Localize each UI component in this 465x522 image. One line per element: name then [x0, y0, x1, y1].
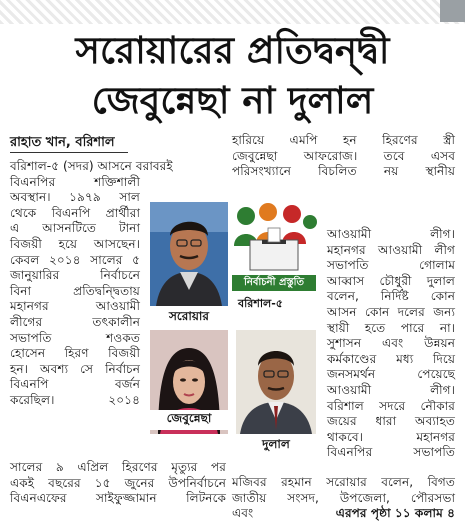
- col3-line: বিএনপির সভাপতি: [327, 445, 455, 460]
- col1-line: অবস্থান। ১৯৭৯ সাল: [10, 190, 140, 205]
- column-1-wide: [10, 460, 226, 507]
- col3-line: বলেন, নির্দিষ্ট কোন: [327, 289, 455, 304]
- photo-sarowar: [150, 202, 228, 306]
- portrait-sarowar: [150, 202, 228, 306]
- col1-line: কেবল ২০১৪ সালের ৫: [10, 252, 140, 267]
- col3-line: জনসমর্থন পেয়েছে: [327, 367, 455, 382]
- col1-wide-line: একই বছরের ১৫ জুনের উপনির্বাচনে: [10, 475, 226, 490]
- col3-line: জয়ের ধারা অব্যাহত: [327, 414, 455, 429]
- col2-line: জেবুন্নেছা আফরোজ। তবে এসব: [232, 148, 455, 163]
- column-2-top: [232, 133, 455, 180]
- byline-rule: [10, 152, 128, 153]
- logo-place: বরিশাল-৫: [238, 297, 283, 310]
- column-3-wide: [232, 475, 455, 522]
- caption-dulal: দুলাল: [262, 437, 290, 451]
- column-3: [327, 227, 455, 461]
- caption-sarowar: সরোয়ার: [169, 309, 209, 323]
- col2-line: পরিসংখ্যানে বিচলিত নয় স্থানীয়: [232, 164, 455, 179]
- col1-line: করেছিল। ২০১৪: [10, 392, 140, 407]
- col3-line: সুশাসন এবং উন্নয়ন: [327, 336, 455, 351]
- col1-line: হন। অবশ্য সে নির্বাচন: [10, 361, 140, 376]
- col1-line: জানুয়ারির নির্বাচনে: [10, 268, 140, 283]
- col1-line: বিএনপি বর্জন: [10, 377, 140, 392]
- caption-jebunnesa: জেবুন্নেছা: [150, 410, 228, 430]
- col1-line: থেকে বিএনপি প্রার্থীরা: [10, 205, 140, 220]
- col1-line: লীগের তৎকালীন: [10, 314, 140, 329]
- byline: রাহাত খান, বরিশাল: [10, 135, 115, 150]
- final-line: [232, 506, 455, 522]
- headline-line-1: সরোয়ারের প্রতিদ্বন্দ্বী: [75, 29, 390, 72]
- col1-line: এ আসনটিতে টানা: [10, 221, 140, 236]
- col1-line: বিজয়ী হয়ে আসছেন।: [10, 236, 140, 251]
- top-texture-band: [0, 0, 465, 24]
- col3-line: মহানগর আওয়ামী লীগ: [327, 242, 455, 257]
- col3-line: থাকবে। মহানগর: [327, 429, 455, 444]
- col3-wide-line: মজিবর রহমান সরোয়ার বলেন, বিগত: [232, 475, 455, 489]
- ballot-box-icon: [230, 200, 320, 275]
- col1-line: বরিশাল-৫ (সদর) আসনে বরাবরই: [10, 159, 173, 173]
- election-prep-logo: [230, 200, 320, 308]
- col3-wide-line: জাতীয় সংসদ, উপজেলা, পৌরসভা: [232, 490, 455, 505]
- col3-line: কর্মকাণ্ডের মধ্য দিয়ে: [327, 351, 455, 366]
- final-word: এবং: [232, 506, 254, 521]
- col3-line: আওয়ামী লীগ।: [327, 382, 455, 397]
- logo-label: নির্বাচনী প্রস্তুতি: [232, 275, 316, 291]
- col1-wide-line: বিএনএফের সাইফুজ্জামান লিটনকে: [10, 491, 226, 506]
- col1-line: হোসেন হিরণ বিজয়ী: [10, 346, 140, 361]
- col1-line: সভাপতি শওকত: [10, 330, 140, 345]
- col3-line: আওয়ামী লীগ।: [327, 227, 455, 241]
- col1-line: মহানগর আওয়ামী: [10, 299, 140, 314]
- col1-line: বিএনপির শক্তিশালী: [10, 174, 140, 189]
- col3-line: বরিশাল সদরে নৌকার: [327, 398, 455, 413]
- corner-block: [440, 0, 465, 22]
- col3-line: আসন কোন দলের জন্য: [327, 304, 455, 319]
- portrait-dulal: [236, 330, 316, 434]
- photo-dulal: [236, 330, 316, 434]
- column-1: [10, 159, 173, 409]
- continuation-ref: এরপর পৃষ্ঠা ১১ কলাম ৪: [335, 506, 455, 521]
- col1-line: বিনা প্রতিদ্বন্দ্বিতায়: [10, 283, 140, 298]
- col3-line: স্থায়ী হতে পারে না।: [327, 320, 455, 335]
- col3-line: সভাপতি গোলাম: [327, 258, 455, 273]
- col3-line: আব্বাস চৌধুরী দুলাল: [327, 273, 455, 288]
- col1-wide-line: সালের ৯ এপ্রিল হিরণের মৃত্যুর পর: [10, 460, 226, 474]
- headline-line-2: জেবুন্নেছা না দুলাল: [91, 79, 374, 122]
- col2-line: হারিয়ে এমপি হন হিরণের স্ত্রী: [232, 133, 455, 147]
